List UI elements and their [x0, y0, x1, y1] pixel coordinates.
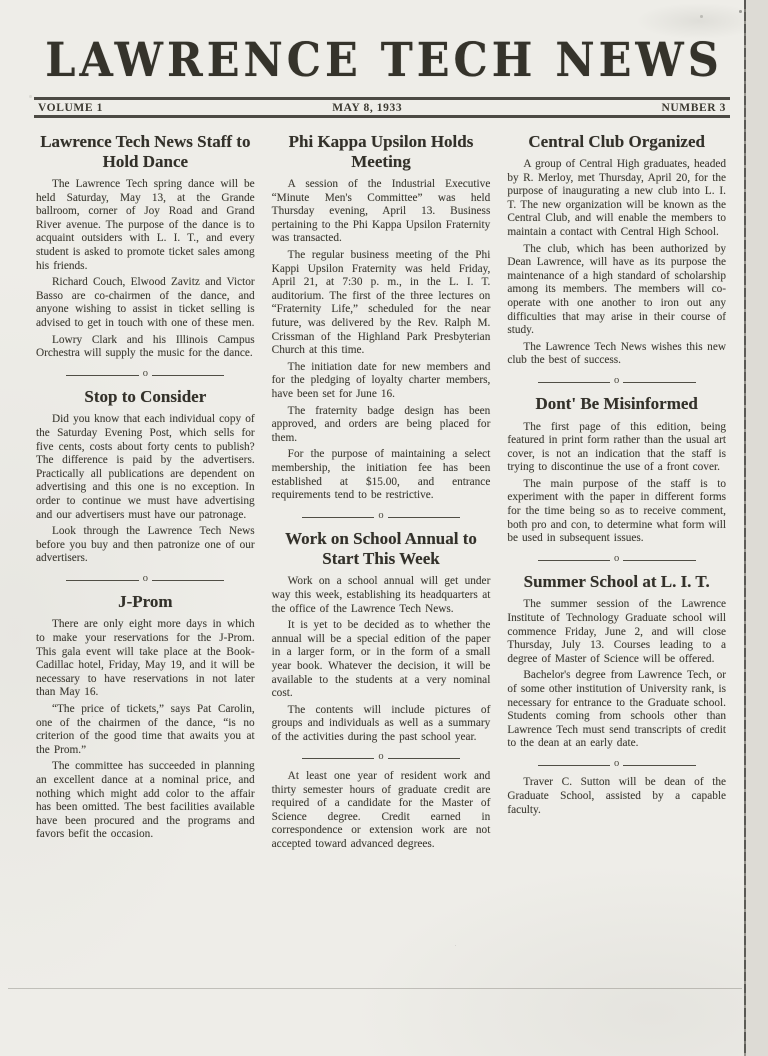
dateline — [34, 100, 730, 115]
article-paragraph: The main purpose of the staff is to experiment with the paper in different forms for the time being so as to receive comment, both pro and con, to determine what form will be used in subsequent issues. — [507, 477, 727, 545]
divider-rule — [302, 517, 374, 518]
article-paragraph: Look through the Lawrence Tech News before you buy and then patronize one of our advertisers. — [36, 525, 255, 565]
article — [507, 572, 726, 751]
article-paragraph: Traver C. Sutton will be dean of the Graduate School, assisted by a capable faculty. — [507, 776, 727, 816]
article-paragraph: The initiation date for new members and for the pledging of loyalty charter members, have been set for June 16. — [271, 360, 491, 400]
section-divider — [302, 753, 460, 764]
article-paragraph: A group of Central High graduates, headed by R. Merloy, met Thursday, April 20, for the purpose of inaugurating a new club into L. I. T. The new organization will be known as the Central Club, and will enable the members to maintain a contact with Central High School. — [507, 158, 727, 239]
divider-ornament: o — [378, 509, 384, 521]
divider-rule — [538, 560, 610, 561]
scan-speckles — [0, 0, 1, 1]
column-1 — [36, 125, 255, 855]
article — [272, 529, 491, 744]
article-paragraph: The Lawrence Tech News wishes this new club the best of success. — [507, 340, 727, 367]
article — [272, 770, 491, 852]
divider-ornament: o — [142, 572, 148, 584]
article-paragraph: Richard Couch, Elwood Zavitz and Victor Basso are co-chairmen of the dance, and anyone wishing to assist in ticket selling is advised to get in touch with one of these men. — [36, 276, 255, 330]
article-paragraph: The Lawrence Tech spring dance will be held Saturday, May 13, at the Grande ballroom, corner of Joy Road and Grand River avenue. The purpose of the dance is to acquaint outsiders with L. I. T., and every student is asked to promote ticket sales among his friends. — [36, 178, 255, 272]
article-headline: J-Prom — [118, 592, 173, 612]
article — [36, 387, 255, 566]
article-headline: Summer School at L. I. T. — [523, 572, 710, 592]
article-paragraph: Did you know that each individual copy of the Saturday Evening Post, which sells for five cents, costs about forty cents to publish? The difference is paid by the advertisers. Practically all publications are dependent on advertising and this one is no exception. In order to continue we must have advertising and our advertisers must have our patronage. — [36, 413, 255, 521]
divider-rule — [538, 382, 610, 383]
divider-rule — [302, 758, 374, 759]
article-paragraph: The club, which has been authorized by Dean Lawrence, will have as its purpose the maintenance of a high standard of scholarship among its members. The members will co-operate with one another to iron out any difficulties that may arise in their course of study. — [507, 242, 727, 337]
divider-rule — [388, 758, 460, 759]
article — [507, 776, 726, 817]
article-headline: Central Club Organized — [528, 132, 705, 151]
columns-container — [0, 118, 768, 855]
article — [36, 592, 255, 842]
divider-rule — [623, 560, 695, 561]
masthead — [0, 0, 768, 118]
scan-edge-strip — [746, 0, 768, 1056]
section-divider — [538, 374, 696, 388]
article-paragraph: The first page of this edition, being featured in print form rather than the usual art cover, is not an indication that the staff is trying to discontinue the use of a front cover. — [507, 420, 727, 474]
divider-ornament: o — [378, 751, 384, 763]
dateline-bar — [34, 97, 730, 118]
article — [272, 132, 491, 503]
article-paragraph: The committee has succeeded in planning an excellent dance at a nominal price, and nothing which might add color to the affair has been omitted. The best facilities available have been procured and the programs and favors befit the occasion. — [36, 760, 255, 841]
section-divider — [538, 552, 696, 566]
article-paragraph: The summer session of the Lawrence Institute of Technology Graduate school will commence Friday, June 2, and will close Thursday, July 13. Courses leading to a degree of Master of Science will be offered. — [507, 598, 727, 665]
divider-ornament: o — [614, 374, 620, 386]
article — [36, 132, 255, 361]
volume-label: VOLUME 1 — [38, 102, 103, 114]
article-paragraph: The fraternity badge design has been approved, and orders are being placed for them. — [271, 404, 491, 444]
article — [507, 394, 726, 545]
section-divider — [302, 509, 460, 523]
divider-rule — [66, 375, 138, 376]
scan-crease-line — [8, 988, 742, 989]
divider-rule — [152, 580, 224, 581]
article-headline: Phi Kappa Upsilon Holds Meeting — [288, 132, 474, 172]
article-paragraph: At least one year of resident work and thirty semester hours of graduate credit are required of a candidate for the Master of Science degree. Credit earned in correspondence or extension work are not accepted toward advanced degrees. — [271, 769, 491, 850]
section-divider — [538, 757, 696, 771]
article-paragraph: Work on a school annual will get under way this week, establishing its headquarters at the office of the Lawrence Tech News. — [271, 575, 491, 615]
newspaper-title: LAWRENCE TECH NEWS — [45, 33, 723, 88]
article-paragraph: Lowry Clark and his Illinois Campus Orchestra will supply the music for the dance. — [36, 333, 255, 360]
article-paragraph: The contents will include pictures of groups and individuals as well as a summary of the activities during the past school year. — [271, 703, 491, 743]
section-divider — [66, 367, 224, 381]
column-3 — [507, 125, 726, 855]
divider-rule — [66, 580, 138, 581]
divider-rule — [152, 375, 224, 376]
divider-rule — [623, 382, 695, 383]
divider-rule — [388, 517, 460, 518]
article-headline: Stop to Consider — [84, 387, 207, 407]
divider-ornament: o — [614, 757, 620, 769]
divider-rule — [623, 765, 695, 766]
article-paragraph: The regular business meeting of the Phi Kappi Upsilon Fraternity was held Friday, April 21, at 7:30 p. m., in the L. I. T. auditorium. The first of the three lectures on “Fraternity Life,” scheduled for the near future, was delivered by the Rev. Ralph M. Crissman of the Highland Park Presbyterian Church at this time. — [271, 249, 491, 357]
dateline-rule-bottom — [34, 115, 730, 118]
divider-rule — [538, 765, 610, 766]
dateline-rule-top — [34, 97, 730, 100]
article-headline: Work on School Annual to Start This Week — [285, 529, 477, 569]
article-paragraph: A session of the Industrial Executive “Minute Men's Committee” was held Thursday evening, April 13. Business pertaining to the Phi Kappa Upsilon Fraternity was transacted. — [271, 178, 491, 245]
article-paragraph: It is yet to be decided as to whether the annual will be a special edition of the paper in a larger form, or in the form of a small year book. Whatever the decision, it will be available to the students at a very nominal cost. — [271, 619, 491, 700]
number-label: NUMBER 3 — [661, 102, 726, 114]
article-paragraph: “The price of tickets,” says Pat Carolin, one of the chairmen of the dance, “is no criterion of the good time that awaits you at the Prom.” — [36, 703, 255, 756]
section-divider — [66, 572, 224, 586]
divider-ornament: o — [614, 552, 620, 564]
article-headline: Dont' Be Misinformed — [535, 394, 698, 414]
column-2 — [272, 125, 491, 855]
article-paragraph: There are only eight more days in which to make your reservations for the J-Prom. This gala event will take place at the Book-Cadillac hotel, Friday, May 19, and it will be necessary to have reservations in not later than May 16. — [36, 618, 255, 699]
article-paragraph: For the purpose of maintaining a select membership, the initiation fee has been established at $15.00, and entrance requirements tend to be restrictive. — [271, 448, 491, 502]
divider-ornament: o — [142, 367, 148, 379]
article-headline: Lawrence Tech News Staff to Hold Dance — [40, 132, 251, 172]
issue-date-label: MAY 8, 1933 — [332, 102, 403, 114]
article-paragraph: Bachelor's degree from Lawrence Tech, or of some other institution of University rank, is necessary for entrance to the Graduate school. Students coming from schools other than Lawrence Tech must send transcripts of credit to the dean at an early date. — [507, 669, 727, 750]
article — [507, 132, 726, 368]
